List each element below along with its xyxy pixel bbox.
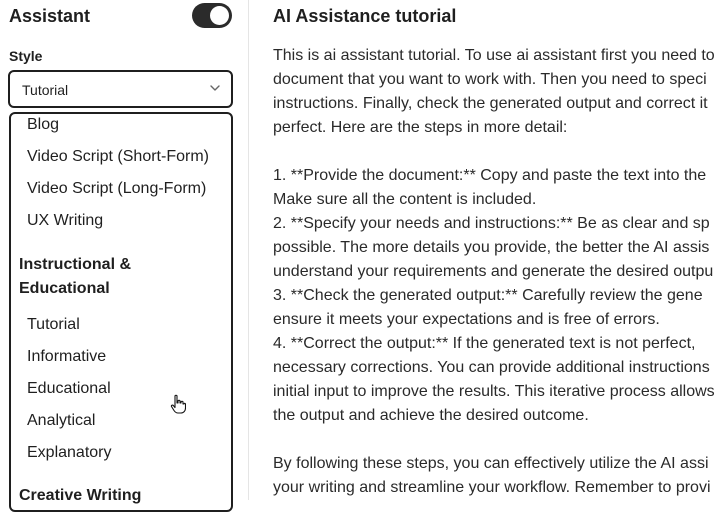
style-label: Style [9,48,43,64]
group-header-line: Educational [19,280,110,297]
body-line: possible. The more details you provide, the better the AI assis [273,239,710,256]
assistant-sidebar [0,0,249,504]
body-line: 2. **Specify your needs and instructions:** Be as clear and sp [273,215,710,232]
option-blog[interactable]: Blog [27,116,60,133]
body-line: your writing and streamline your workflow. Remember to provi [273,479,711,496]
style-select-value: Tutorial [22,82,69,98]
body-line: 1. **Provide the document:** Copy and paste the text into the [273,167,707,184]
group-header-instructional [19,253,219,301]
assistant-toggle[interactable] [192,3,232,28]
hand-cursor-icon [170,394,186,414]
option-ux-writing[interactable]: UX Writing [27,212,104,229]
option-tutorial[interactable]: Tutorial [27,316,80,333]
chevron-down-icon [209,82,221,94]
body-line: necessary corrections. You can provide additional instructions [273,359,710,376]
option-video-script-short[interactable]: Video Script (Short-Form) [27,148,209,165]
body-line: document that you want to work with. Then you need to speci [273,71,707,88]
body-line: instructions. Finally, check the generated output and correct it [273,95,708,112]
tutorial-body [273,44,719,500]
body-line: perfect. Here are the steps in more detail: [273,119,568,136]
body-line: This is ai assistant tutorial. To use ai assistant first you need to [273,47,715,64]
style-options-list [9,112,233,512]
option-video-script-long[interactable]: Video Script (Long-Form) [27,180,207,197]
page-title: AI Assistance tutorial [273,6,457,26]
option-explanatory[interactable]: Explanatory [27,444,112,461]
style-select[interactable] [8,70,233,108]
body-line: the output and achieve the desired outcome. [273,407,589,424]
body-gap [273,140,719,164]
toggle-knob [210,6,229,25]
option-analytical[interactable]: Analytical [27,412,96,429]
body-line: ensure it meets your expectations and is free of errors. [273,311,660,328]
body-line: 4. **Correct the output:** If the generated text is not perfect, [273,335,696,352]
body-line: initial input to improve the results. This iterative process allows [273,383,715,400]
group-header-creative-writing: Creative Writing [19,487,142,504]
sidebar-title: Assistant [9,6,91,26]
body-line: 3. **Check the generated output:** Carefully review the gene [273,287,703,304]
body-line: By following these steps, you can effectively utilize the AI assi [273,455,709,472]
body-gap [273,428,719,452]
option-educational[interactable]: Educational [27,380,111,397]
body-line: Make sure all the content is included. [273,191,537,208]
group-header-line: Instructional & [19,256,132,273]
option-informative[interactable]: Informative [27,348,107,365]
body-line: understand your requirements and generate the desired outpu [273,263,714,280]
